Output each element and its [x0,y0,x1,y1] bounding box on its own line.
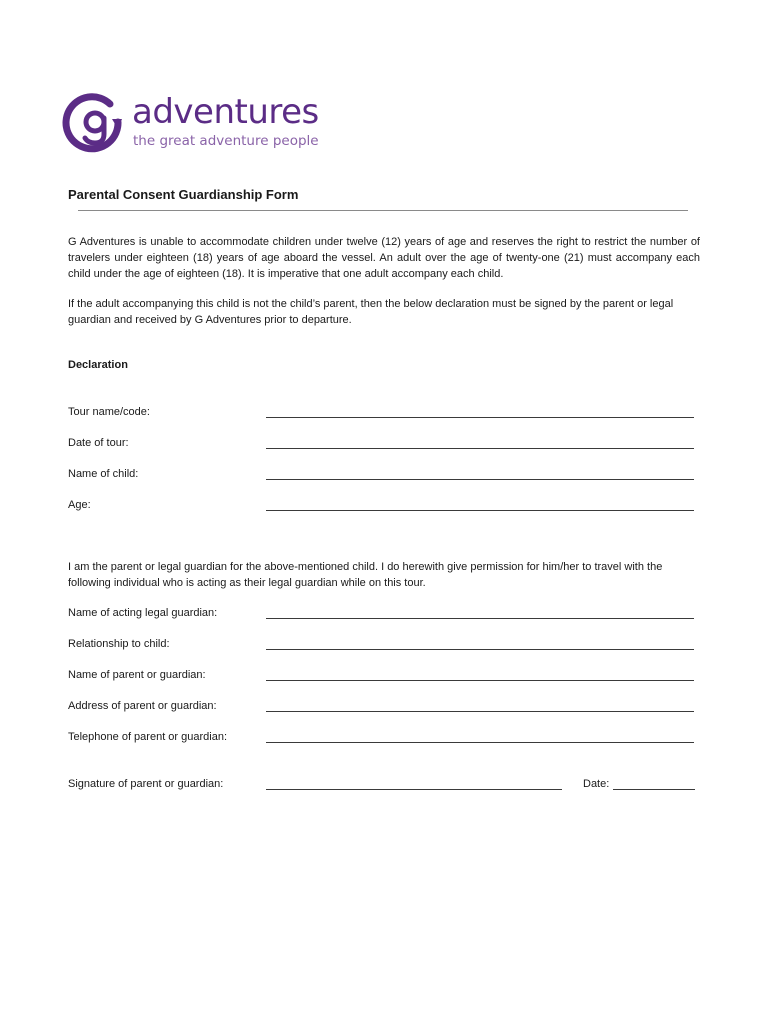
acting-guardian-input-line[interactable] [266,618,694,619]
field-label: Name of acting legal guardian: [68,607,218,619]
consent-paragraph: I am the parent or legal guardian for the above-mentioned child. I do herewith give permission for him/her to travel with the following individual who is acting as their legal guardian while on this tour. [68,561,663,589]
field-label: Name of child: [68,468,139,480]
declaration-heading: Declaration [68,359,128,371]
parent-telephone-input-line[interactable] [266,742,694,743]
field-label: Tour name/code: [68,406,150,418]
field-label: Address of parent or guardian: [68,700,217,712]
tour-date-input-line[interactable] [266,448,694,449]
second-paragraph: If the adult accompanying this child is not the child’s parent, then the below declaration must be signed by the parent or legal guardian and received by G Adventures prior to departure. [68,298,674,326]
field-row-parent-name [68,668,696,684]
g-adventures-logo [62,92,322,158]
field-row-parent-address [68,699,696,715]
field-row-age [68,498,696,514]
field-label: Age: [68,499,91,511]
field-row-parent-telephone [68,730,696,746]
intro-paragraph: G Adventures is unable to accommodate children under twelve (12) years of age and reserves the right to restrict the number of travelers under eighteen (18) years of age aboard the vessel. An adult over the age of twenty-one (21) must accompany each child under the age of eighteen (18). It is imperative that one adult accompany each child. [68,236,700,280]
relationship-input-line[interactable] [266,649,694,650]
field-label: Date of tour: [68,437,129,449]
field-row-signature [68,777,696,793]
field-label: Relationship to child: [68,638,170,650]
field-row-relationship [68,637,696,653]
title-divider [78,210,688,211]
signature-label: Signature of parent or guardian: [68,778,224,790]
field-label: Name of parent or guardian: [68,669,206,681]
form-title: Parental Consent Guardianship Form [68,187,299,202]
parent-name-input-line[interactable] [266,680,694,681]
child-name-input-line[interactable] [266,479,694,480]
signature-input-line[interactable] [266,789,562,790]
field-row-acting-guardian [68,606,696,622]
brand-name: adventures [132,92,319,132]
field-label: Telephone of parent or guardian: [68,731,228,743]
tour-name-input-line[interactable] [266,417,694,418]
brand-tagline: the great adventure people [133,133,319,149]
date-input-line[interactable] [613,789,695,790]
g-logo-icon [62,92,128,158]
date-label: Date: [583,778,610,790]
age-input-line[interactable] [266,510,694,511]
parent-address-input-line[interactable] [266,711,694,712]
field-row-tour-date [68,436,696,452]
field-row-child-name [68,467,696,483]
field-row-tour-name [68,405,696,421]
